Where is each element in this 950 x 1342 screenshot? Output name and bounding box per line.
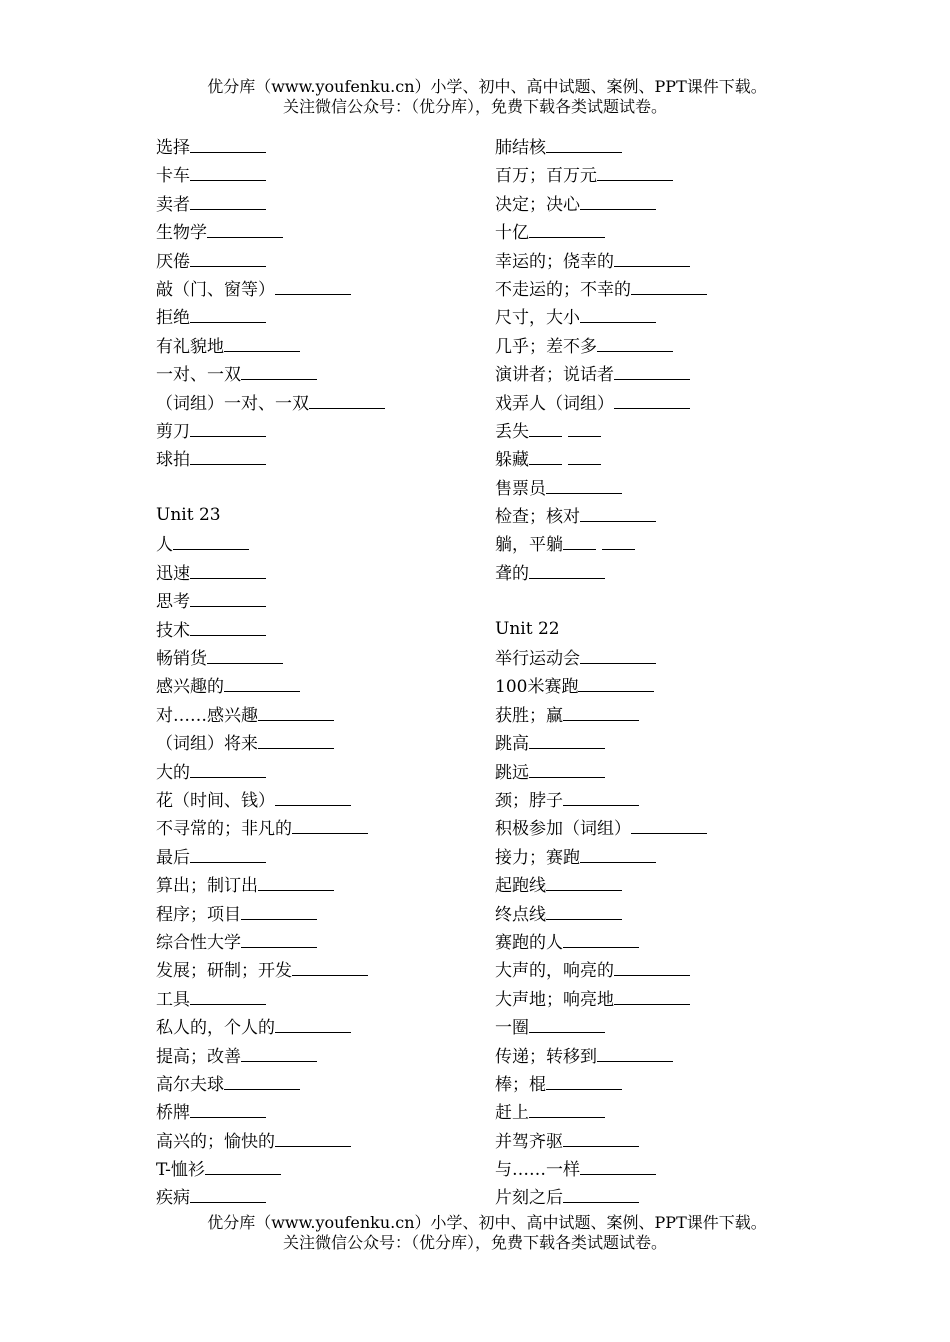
vocab-row xyxy=(156,1073,476,1101)
vocab-row xyxy=(156,278,476,306)
vocab-prompt: 桥牌 xyxy=(156,1103,190,1124)
vocab-row xyxy=(495,1016,825,1044)
header-line-1: 优分库（www.youfenku.cn）小学、初中、高中试题、案例、PPT课件下载。 xyxy=(207,77,767,96)
answer-blank[interactable] xyxy=(529,732,605,749)
answer-blank[interactable] xyxy=(190,420,266,437)
vocab-prompt: T-恤衫 xyxy=(156,1160,205,1181)
vocab-row xyxy=(156,959,476,987)
answer-blank[interactable] xyxy=(614,988,690,1005)
vocab-row xyxy=(495,761,825,789)
vocab-prompt: 肺结核 xyxy=(495,138,546,158)
vocab-row xyxy=(495,221,825,249)
answer-blank[interactable] xyxy=(529,562,605,579)
vocab-prompt: 球拍 xyxy=(156,450,190,471)
answer-blank[interactable] xyxy=(190,590,266,607)
vocab-prompt: 戏弄人（词组） xyxy=(495,393,614,414)
vocab-row xyxy=(495,959,825,987)
vocab-prompt: 敲（门、窗等） xyxy=(156,279,275,300)
answer-blank[interactable] xyxy=(190,306,266,323)
vocab-prompt: 聋的 xyxy=(495,563,529,584)
answer-blank[interactable] xyxy=(546,874,622,891)
vocab-prompt: 不走运的；不幸的 xyxy=(495,279,631,300)
vocab-row xyxy=(156,817,476,845)
answer-blank[interactable] xyxy=(529,1016,605,1033)
vocab-prompt: 演讲者；说话者 xyxy=(495,365,614,386)
vocab-prompt: 选择 xyxy=(156,138,190,158)
answer-blank[interactable] xyxy=(241,931,317,948)
vocab-row xyxy=(495,477,825,505)
answer-blank[interactable] xyxy=(529,221,605,238)
vocab-row xyxy=(156,874,476,902)
vocab-prompt: 幸运的；侥幸的 xyxy=(495,251,614,272)
vocab-row xyxy=(156,193,476,221)
vocab-prompt: 发展；研制；开发 xyxy=(156,961,292,982)
answer-blank[interactable] xyxy=(631,278,707,295)
vocab-row xyxy=(156,533,476,561)
vocab-prompt: 拒绝 xyxy=(156,308,190,329)
answer-blank[interactable] xyxy=(597,335,673,352)
vocab-row xyxy=(495,846,825,874)
vocab-prompt: 颈；脖子 xyxy=(495,790,563,811)
answer-blank[interactable] xyxy=(292,817,368,834)
vocab-row xyxy=(156,704,476,732)
answer-blank[interactable] xyxy=(190,448,266,465)
answer-blank[interactable] xyxy=(190,761,266,778)
answer-blank[interactable] xyxy=(546,903,622,920)
answer-blank[interactable] xyxy=(207,221,283,238)
vocab-prompt: 综合性大学 xyxy=(156,932,241,953)
answer-blank[interactable] xyxy=(614,250,690,267)
vocab-row xyxy=(495,1101,825,1129)
vocab-row xyxy=(495,1130,825,1158)
vocab-prompt: 片刻之后 xyxy=(495,1188,563,1209)
vocab-row xyxy=(495,164,825,192)
vocab-row xyxy=(156,647,476,675)
answer-blank[interactable] xyxy=(241,363,317,380)
answer-blank[interactable] xyxy=(292,959,368,976)
vocab-prompt: 并驾齐驱 xyxy=(495,1131,563,1152)
vocab-prompt: 思考 xyxy=(156,592,190,613)
vocab-row xyxy=(495,250,825,278)
vocab-row xyxy=(156,903,476,931)
vocab-prompt: 获胜；赢 xyxy=(495,705,563,726)
answer-blank[interactable] xyxy=(190,846,266,863)
answer-blank[interactable] xyxy=(614,959,690,976)
vocab-prompt: 生物学 xyxy=(156,223,207,244)
answer-blank[interactable] xyxy=(597,1045,673,1062)
vocab-prompt: 大声地；响亮地 xyxy=(495,989,614,1010)
vocab-row xyxy=(156,931,476,959)
vocab-prompt: 跳远 xyxy=(495,762,529,783)
answer-blank[interactable] xyxy=(563,789,639,806)
vocab-row xyxy=(156,1101,476,1129)
answer-blank[interactable] xyxy=(568,420,601,437)
vocab-row xyxy=(495,193,825,221)
vocab-row xyxy=(495,533,825,561)
vocab-prompt: 丢失 xyxy=(495,421,529,442)
answer-blank[interactable] xyxy=(563,1186,639,1203)
vocab-row xyxy=(156,619,476,647)
answer-blank[interactable] xyxy=(190,1186,266,1203)
answer-blank[interactable] xyxy=(190,164,266,181)
vocab-row xyxy=(495,392,825,420)
vocab-row xyxy=(495,1045,825,1073)
unit-heading: Unit 23 xyxy=(156,505,221,526)
vocab-row xyxy=(156,392,476,420)
vocab-row xyxy=(495,278,825,306)
header-line-2: 关注微信公众号：（优分库），免费下载各类试题试卷。 xyxy=(282,97,667,116)
answer-blank[interactable] xyxy=(207,647,283,664)
vocab-row xyxy=(156,420,476,448)
vocab-prompt: 厌倦 xyxy=(156,251,190,272)
answer-blank[interactable] xyxy=(563,931,639,948)
vocab-prompt: 算出；制订出 xyxy=(156,876,258,897)
vocab-prompt: 棒；棍 xyxy=(495,1074,546,1095)
answer-blank[interactable] xyxy=(614,392,690,409)
vocab-row xyxy=(156,250,476,278)
vocab-row xyxy=(495,363,825,391)
answer-blank[interactable] xyxy=(580,1158,656,1175)
vocab-row xyxy=(156,988,476,1016)
vocab-row xyxy=(156,1158,476,1186)
vocab-row xyxy=(495,1186,825,1214)
vocab-prompt: （词组）一对、一双 xyxy=(156,393,309,414)
vocab-prompt: 最后 xyxy=(156,847,190,868)
vocab-prompt: 100米赛跑 xyxy=(495,677,579,698)
answer-blank[interactable] xyxy=(224,675,300,692)
answer-blank[interactable] xyxy=(578,675,654,692)
vocab-prompt: 私人的，个人的 xyxy=(156,1018,275,1039)
vocab-row xyxy=(495,505,825,533)
vocab-prompt: 感兴趣的 xyxy=(156,677,224,698)
answer-blank[interactable] xyxy=(529,761,605,778)
vocab-prompt: 畅销货 xyxy=(156,649,207,670)
answer-blank[interactable] xyxy=(580,846,656,863)
answer-blank[interactable] xyxy=(275,278,351,295)
vocab-row xyxy=(495,817,825,845)
vocab-row xyxy=(495,562,825,590)
answer-blank[interactable] xyxy=(580,306,656,323)
vocab-row xyxy=(156,306,476,334)
answer-blank[interactable] xyxy=(580,647,656,664)
vocab-row xyxy=(156,1045,476,1073)
vocab-row xyxy=(495,789,825,817)
vocab-row xyxy=(495,448,825,476)
answer-blank[interactable] xyxy=(631,817,707,834)
vocab-prompt: 技术 xyxy=(156,620,190,641)
vocab-row xyxy=(495,903,825,931)
answer-blank[interactable] xyxy=(529,448,562,465)
vocab-row xyxy=(156,675,476,703)
vocab-row xyxy=(156,789,476,817)
answer-blank[interactable] xyxy=(602,533,635,550)
vocab-row xyxy=(156,221,476,249)
vocab-prompt: 迅速 xyxy=(156,563,190,584)
answer-blank[interactable] xyxy=(258,732,334,749)
vocab-row xyxy=(156,562,476,590)
vocab-prompt: 高兴的；愉快的 xyxy=(156,1131,275,1152)
answer-blank[interactable] xyxy=(258,704,334,721)
vocab-row xyxy=(156,448,476,476)
answer-blank[interactable] xyxy=(190,193,266,210)
vocab-row xyxy=(156,732,476,760)
vocab-prompt: 疾病 xyxy=(156,1188,190,1209)
vocab-row xyxy=(156,590,476,618)
vocab-row xyxy=(495,988,825,1016)
unit-heading: Unit 22 xyxy=(495,618,560,639)
answer-blank[interactable] xyxy=(190,250,266,267)
left-column xyxy=(156,136,476,1215)
vocab-prompt: 对……感兴趣 xyxy=(156,705,258,726)
vocab-prompt: 花（时间、钱） xyxy=(156,790,275,811)
vocab-prompt: 有礼貌地 xyxy=(156,336,224,357)
vocab-row xyxy=(495,335,825,363)
vocab-prompt: 卡车 xyxy=(156,166,190,187)
answer-blank[interactable] xyxy=(241,903,317,920)
answer-blank[interactable] xyxy=(173,533,249,550)
answer-blank[interactable] xyxy=(580,505,656,522)
vocab-row xyxy=(495,675,825,703)
vocab-prompt: 人 xyxy=(156,535,173,556)
vocab-prompt: 售票员 xyxy=(495,478,546,499)
vocab-row xyxy=(495,306,825,334)
vocab-prompt: 举行运动会 xyxy=(495,649,580,670)
right-column xyxy=(495,136,825,1215)
spacer xyxy=(156,477,476,505)
answer-blank[interactable] xyxy=(529,420,562,437)
vocab-prompt: 百万；百万元 xyxy=(495,166,597,187)
answer-blank[interactable] xyxy=(258,874,334,891)
vocab-prompt: 几乎；差不多 xyxy=(495,336,597,357)
answer-blank[interactable] xyxy=(224,1073,300,1090)
vocab-prompt: 剪刀 xyxy=(156,421,190,442)
vocab-row xyxy=(495,704,825,732)
vocab-prompt: 终点线 xyxy=(495,904,546,925)
vocab-prompt: 大的 xyxy=(156,762,190,783)
vocab-prompt: 赛跑的人 xyxy=(495,932,563,953)
page-header xyxy=(0,77,950,117)
vocab-prompt: 检查；核对 xyxy=(495,507,580,528)
spacer xyxy=(495,590,825,618)
answer-blank[interactable] xyxy=(241,1045,317,1062)
vocab-prompt: 赶上 xyxy=(495,1103,529,1124)
vocab-prompt: 接力；赛跑 xyxy=(495,847,580,868)
vocab-prompt: 躺，平躺 xyxy=(495,535,563,556)
answer-blank[interactable] xyxy=(190,988,266,1005)
vocab-prompt: 跳高 xyxy=(495,734,529,755)
answer-blank[interactable] xyxy=(563,704,639,721)
page-footer xyxy=(0,1213,950,1253)
vocab-prompt: 工具 xyxy=(156,989,190,1010)
vocab-row xyxy=(156,1186,476,1214)
answer-blank[interactable] xyxy=(275,1130,351,1147)
answer-blank[interactable] xyxy=(224,335,300,352)
vocab-row xyxy=(495,136,825,164)
footer-line-2: 关注微信公众号：（优分库），免费下载各类试题试卷。 xyxy=(282,1233,667,1252)
vocab-row xyxy=(495,1073,825,1101)
answer-blank[interactable] xyxy=(563,1130,639,1147)
answer-blank[interactable] xyxy=(275,789,351,806)
vocab-prompt: 十亿 xyxy=(495,223,529,244)
vocab-row xyxy=(495,647,825,675)
answer-blank[interactable] xyxy=(275,1016,351,1033)
footer-line-1: 优分库（www.youfenku.cn）小学、初中、高中试题、案例、PPT课件下载。 xyxy=(207,1213,767,1232)
vocab-row xyxy=(156,1130,476,1158)
vocab-prompt: 一对、一双 xyxy=(156,365,241,386)
vocab-prompt: 卖者 xyxy=(156,194,190,215)
vocab-prompt: 积极参加（词组） xyxy=(495,819,631,840)
answer-blank[interactable] xyxy=(580,193,656,210)
vocab-prompt: （词组）将来 xyxy=(156,734,258,755)
vocab-prompt: 尺寸，大小 xyxy=(495,308,580,329)
vocab-row xyxy=(156,1016,476,1044)
answer-blank[interactable] xyxy=(546,1073,622,1090)
vocab-prompt: 大声的，响亮的 xyxy=(495,961,614,982)
answer-blank[interactable] xyxy=(309,392,385,409)
answer-blank[interactable] xyxy=(597,164,673,181)
answer-blank[interactable] xyxy=(568,448,601,465)
answer-blank[interactable] xyxy=(546,136,622,153)
vocab-row xyxy=(156,846,476,874)
answer-blank[interactable] xyxy=(614,363,690,380)
vocab-row xyxy=(495,732,825,760)
vocab-prompt: 不寻常的；非凡的 xyxy=(156,819,292,840)
vocab-prompt: 高尔夫球 xyxy=(156,1074,224,1095)
answer-blank[interactable] xyxy=(190,619,266,636)
vocab-prompt: 起跑线 xyxy=(495,876,546,897)
vocab-row xyxy=(156,164,476,192)
answer-blank[interactable] xyxy=(190,1101,266,1118)
vocab-row xyxy=(495,1158,825,1186)
vocab-row xyxy=(156,761,476,789)
answer-blank[interactable] xyxy=(205,1158,281,1175)
vocab-row xyxy=(495,931,825,959)
vocab-prompt: 一圈 xyxy=(495,1018,529,1039)
vocab-row xyxy=(156,363,476,391)
vocab-prompt: 传递；转移到 xyxy=(495,1046,597,1067)
vocab-prompt: 躲藏 xyxy=(495,450,529,471)
answer-blank[interactable] xyxy=(529,1101,605,1118)
vocab-row xyxy=(156,335,476,363)
vocab-prompt: 提高；改善 xyxy=(156,1046,241,1067)
vocab-row xyxy=(156,136,476,164)
vocab-row xyxy=(495,420,825,448)
answer-blank[interactable] xyxy=(190,562,266,579)
answer-blank[interactable] xyxy=(546,477,622,494)
vocab-prompt: 决定；决心 xyxy=(495,194,580,215)
vocab-row xyxy=(495,874,825,902)
vocab-prompt: 程序；项目 xyxy=(156,904,241,925)
vocab-prompt: 与……一样 xyxy=(495,1160,580,1181)
answer-blank[interactable] xyxy=(563,533,596,550)
answer-blank[interactable] xyxy=(190,136,266,153)
